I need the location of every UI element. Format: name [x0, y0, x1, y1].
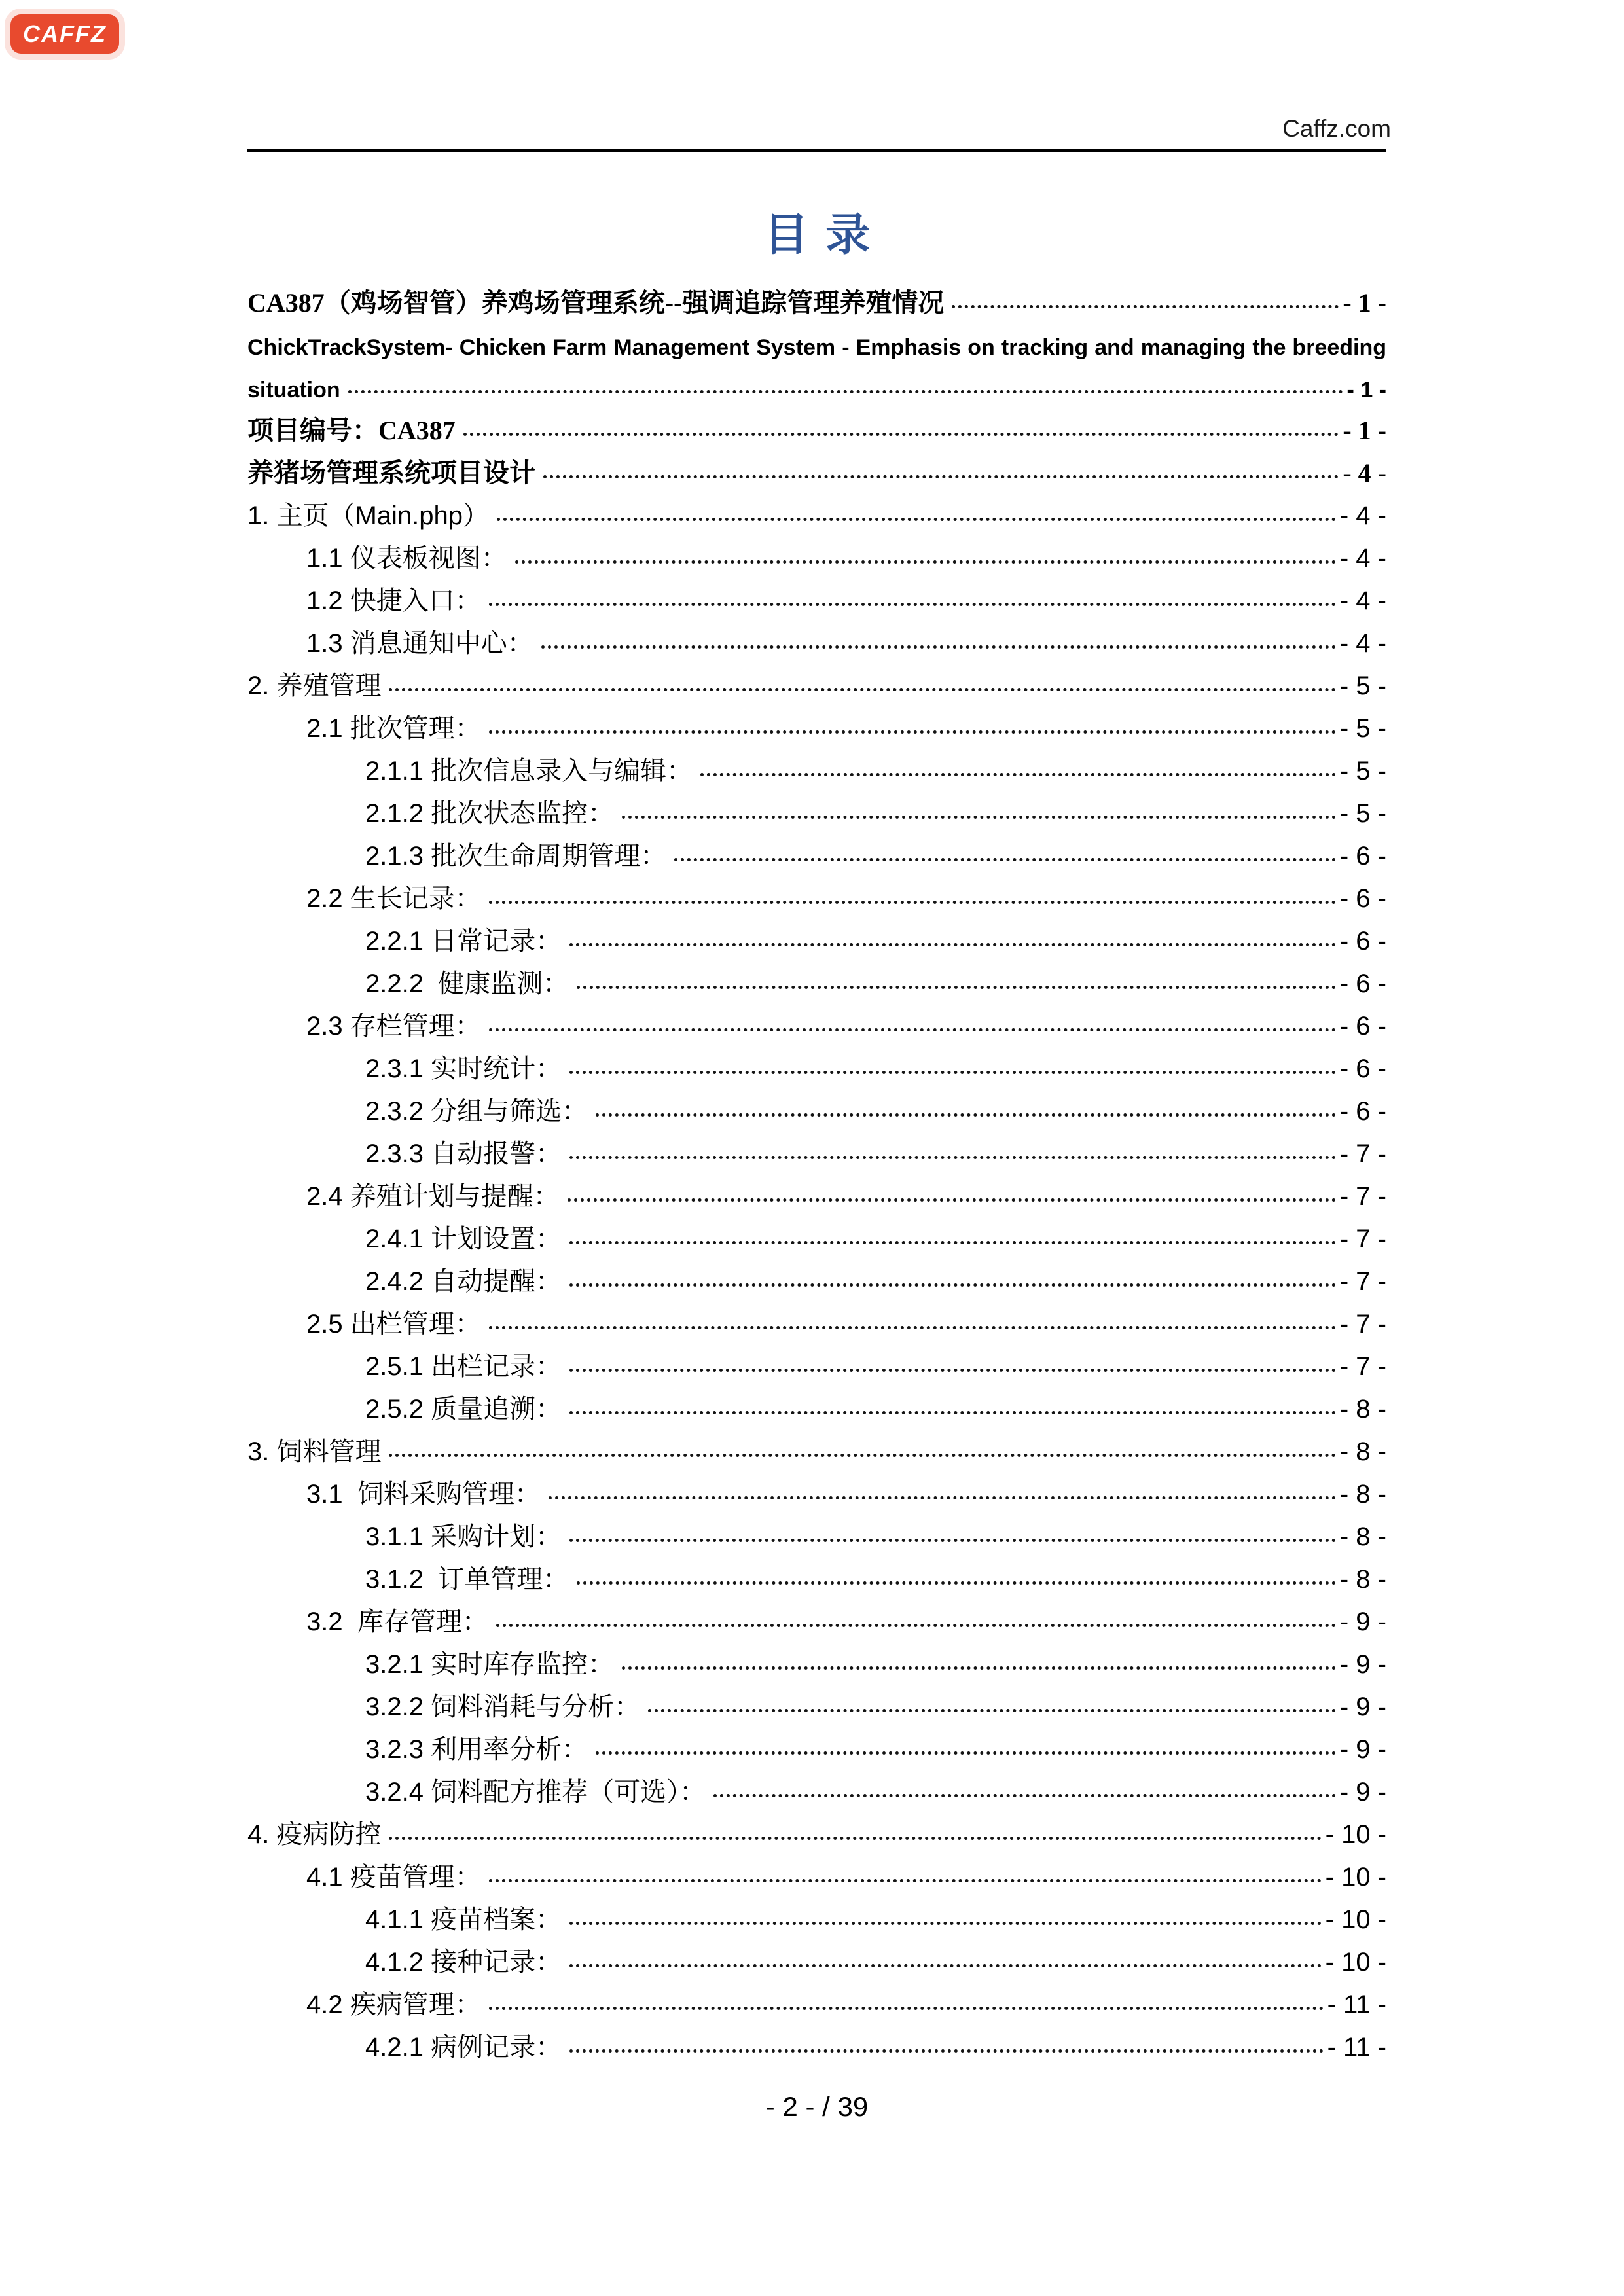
toc-page-number: - 10 - — [1325, 1863, 1386, 1892]
toc-entry-text: 2.4.1 计划设置： — [365, 1225, 562, 1253]
toc-entry-text: 1.1 仪表板视图： — [306, 544, 507, 573]
toc-page-number: - 7 - — [1339, 1139, 1386, 1168]
toc-page-number: - 9 - — [1339, 1693, 1386, 1721]
dot-leader — [348, 390, 1343, 393]
toc-entry-text: 项目编号：CA387 — [247, 416, 456, 445]
toc-entry-text: 2.1.1 批次信息录入与编辑： — [365, 757, 693, 785]
toc-entry — [247, 279, 1386, 321]
toc-entry — [247, 534, 1386, 577]
dot-leader — [569, 1411, 1336, 1414]
dot-leader — [543, 475, 1339, 478]
toc-entry-text: 2.3 存栏管理： — [306, 1012, 481, 1041]
toc-entry — [247, 1853, 1386, 1895]
toc-entry-text: 3.2.1 实时库存监控： — [365, 1650, 615, 1679]
toc-entry — [247, 1598, 1386, 1640]
toc-entry — [247, 789, 1386, 832]
dot-leader — [463, 433, 1339, 436]
toc-entry-text: 4.2 疾病管理： — [306, 1990, 481, 2019]
toc-page-number: - 9 - — [1339, 1650, 1386, 1679]
dot-leader — [496, 1624, 1336, 1627]
dot-leader — [489, 2007, 1324, 2010]
toc-entry-text: 3.1.2 订单管理： — [365, 1565, 569, 1594]
toc-entry — [247, 1257, 1386, 1300]
toc-page-number: - 11 - — [1327, 2033, 1386, 2062]
toc-entry-text: 4.1 疫苗管理： — [306, 1863, 481, 1892]
toc-page-number: - 9 - — [1339, 1607, 1386, 1636]
toc-entry — [247, 1640, 1386, 1683]
toc-entry-text: 3.1.1 采购计划： — [365, 1522, 562, 1551]
caffz-logo — [10, 14, 119, 54]
toc-entry-text: 3.1 饲料采购管理： — [306, 1480, 541, 1509]
toc-entry — [247, 1768, 1386, 1810]
toc-entry — [247, 747, 1386, 789]
toc-page-number: - 6 - — [1339, 969, 1386, 998]
toc-entry-text: 养猪场管理系统项目设计 — [247, 458, 535, 488]
toc-entry-text: 3.2.2 饲料消耗与分析： — [365, 1693, 641, 1721]
dot-leader — [569, 1922, 1322, 1925]
toc-page-number: - 6 - — [1339, 842, 1386, 870]
dot-leader — [596, 1113, 1336, 1117]
toc-page-number: - 5 - — [1339, 714, 1386, 743]
dot-leader — [674, 858, 1336, 861]
toc-entry-text: 2.3.3 自动报警： — [365, 1139, 562, 1168]
toc-page-number: - 1 - — [1343, 416, 1386, 445]
toc-entry — [247, 1002, 1386, 1045]
toc-entry — [247, 1342, 1386, 1385]
dot-leader — [489, 901, 1336, 904]
dot-leader — [389, 688, 1335, 691]
toc-entry — [247, 917, 1386, 960]
toc-entry-text: 2.5.2 质量追溯： — [365, 1395, 562, 1424]
toc-entry — [247, 492, 1386, 534]
dot-leader — [389, 1837, 1321, 1840]
toc-entry-text: 2.3.1 实时统计： — [365, 1054, 562, 1083]
toc-entry — [247, 406, 1386, 449]
toc-entry — [247, 1895, 1386, 1938]
toc-page-number: - 7 - — [1339, 1352, 1386, 1381]
page-title: 目录 — [763, 210, 887, 260]
toc-entry — [247, 704, 1386, 747]
toc-entry — [247, 1981, 1386, 2023]
toc-entry-text: 2.2 生长记录： — [306, 884, 481, 913]
toc-page-number: - 6 - — [1339, 927, 1386, 956]
toc-entry — [247, 960, 1386, 1002]
toc-page-number: - 5 - — [1339, 757, 1386, 785]
dot-leader — [952, 305, 1339, 308]
toc-entry-text: 2. 养殖管理 — [247, 672, 382, 700]
header-site-text: Caffz.com — [1282, 115, 1391, 142]
dot-leader — [568, 1198, 1336, 1202]
dot-leader — [541, 645, 1336, 649]
toc-page-number: - 8 - — [1339, 1522, 1386, 1551]
toc-entry-text: 1.2 快捷入口： — [306, 586, 481, 615]
toc-entry — [247, 2023, 1386, 2066]
dot-leader — [569, 1539, 1336, 1542]
toc-page-number: - 1 - — [1343, 288, 1386, 317]
toc-entry-text: 2.2.1 日常记录： — [365, 927, 562, 956]
dot-leader — [489, 730, 1336, 734]
toc-entry — [247, 1938, 1386, 1981]
toc-entry-text: 2.5 出栏管理： — [306, 1310, 481, 1338]
page-number: - 2 - / 39 — [765, 2091, 869, 2122]
toc-entry — [247, 1045, 1386, 1087]
toc-page-number: - 4 - — [1339, 629, 1386, 658]
toc-entry — [247, 449, 1386, 492]
dot-leader — [497, 518, 1336, 521]
toc-entry — [247, 1087, 1386, 1130]
toc-entry — [247, 1810, 1386, 1853]
dot-leader — [622, 1666, 1336, 1670]
toc-entry-text: 3.2.3 利用率分析： — [365, 1735, 588, 1764]
dot-leader — [389, 1454, 1335, 1457]
toc-entry — [247, 1555, 1386, 1598]
toc-entry-text: 2.1.3 批次生命周期管理： — [365, 842, 667, 870]
toc-entry — [247, 1300, 1386, 1342]
toc-page-number: - 8 - — [1339, 1565, 1386, 1594]
dot-leader — [569, 2049, 1324, 2053]
toc-entry-text: 2.1 批次管理： — [306, 714, 481, 743]
toc-entry-text: 4.1.1 疫苗档案： — [365, 1905, 562, 1934]
toc-entry-text: 4.2.1 病例记录： — [365, 2033, 562, 2062]
toc-entry — [247, 364, 1386, 406]
toc-page-number: - 4 - — [1343, 458, 1386, 488]
toc-entry-text: 3.2 库存管理： — [306, 1607, 488, 1636]
dot-leader — [489, 1326, 1336, 1329]
toc-page-number: - 5 - — [1339, 672, 1386, 700]
toc-entry-text: 3.2.4 饲料配方推荐（可选）： — [365, 1778, 706, 1806]
toc-entry — [247, 1172, 1386, 1215]
toc-page-number: - 4 - — [1339, 544, 1386, 573]
header-rule — [247, 149, 1386, 152]
toc-entry — [247, 1215, 1386, 1257]
dot-leader — [648, 1709, 1336, 1712]
toc-entry — [247, 321, 1386, 364]
toc-entry-text: situation — [247, 378, 340, 403]
toc-page-number: - 9 - — [1339, 1735, 1386, 1764]
toc-entry-text: 3. 饲料管理 — [247, 1437, 382, 1466]
toc-entry-text: 2.3.2 分组与筛选： — [365, 1097, 588, 1126]
dot-leader — [569, 943, 1336, 946]
toc-entry-text: 2.1.2 批次状态监控： — [365, 799, 615, 828]
dot-leader — [713, 1794, 1336, 1797]
toc-entry — [247, 577, 1386, 619]
dot-leader — [489, 1028, 1336, 1031]
toc-entry-text: 1.3 消息通知中心： — [306, 629, 533, 658]
toc-entry-text: 2.4.2 自动提醒： — [365, 1267, 562, 1296]
toc-entry — [247, 1513, 1386, 1555]
dot-leader — [549, 1496, 1336, 1499]
caffz-logo-text: CAFFZ — [23, 20, 107, 47]
page-footer — [247, 2093, 1386, 2121]
toc-entry — [247, 1470, 1386, 1513]
toc-entry-text: 4.1.2 接种记录： — [365, 1948, 562, 1977]
dot-leader — [700, 773, 1336, 776]
toc-page-number: - 1 - — [1346, 378, 1386, 403]
toc-entry — [247, 832, 1386, 874]
dot-leader — [577, 986, 1336, 989]
toc-page-number: - 8 - — [1339, 1395, 1386, 1424]
dot-leader — [489, 1879, 1322, 1882]
toc-page-number: - 7 - — [1339, 1310, 1386, 1338]
toc-page-number: - 7 - — [1339, 1267, 1386, 1296]
dot-leader — [596, 1751, 1336, 1755]
toc-entry — [247, 1385, 1386, 1427]
dot-leader — [569, 1283, 1336, 1287]
toc-entry-text: 4. 疫病防控 — [247, 1820, 382, 1849]
toc-page-number: - 6 - — [1339, 1012, 1386, 1041]
toc-page-number: - 10 - — [1325, 1820, 1386, 1849]
dot-leader — [569, 1241, 1336, 1244]
toc-page-number: - 4 - — [1339, 586, 1386, 615]
toc-page-number: - 6 - — [1339, 884, 1386, 913]
dot-leader — [489, 603, 1336, 606]
toc-page-number: - 10 - — [1325, 1905, 1386, 1934]
table-of-contents — [247, 279, 1386, 2066]
dot-leader — [569, 1071, 1336, 1074]
toc-entry — [247, 1683, 1386, 1725]
toc-page-number: - 9 - — [1339, 1778, 1386, 1806]
toc-entry — [247, 662, 1386, 704]
toc-page-number: - 7 - — [1339, 1182, 1386, 1211]
dot-leader — [569, 1964, 1322, 1967]
dot-leader — [622, 816, 1336, 819]
toc-entry-text: CA387（鸡场智管）养鸡场管理系统--强调追踪管理养殖情况 — [247, 288, 945, 317]
dot-leader — [569, 1369, 1336, 1372]
toc-entry-text: 2.2.2 健康监测： — [365, 969, 569, 998]
toc-page-number: - 5 - — [1339, 799, 1386, 828]
toc-page-number: - 6 - — [1339, 1054, 1386, 1083]
toc-page-number: - 11 - — [1327, 1990, 1386, 2019]
toc-entry-text: ChickTrackSystem- Chicken Farm Management System - Emphasis on tracking and managing the breeding — [247, 335, 1386, 360]
dot-leader — [577, 1581, 1336, 1585]
toc-page-number: - 7 - — [1339, 1225, 1386, 1253]
toc-entry — [247, 619, 1386, 662]
toc-page-number: - 4 - — [1339, 501, 1386, 530]
toc-entry-text: 2.5.1 出栏记录： — [365, 1352, 562, 1381]
dot-leader — [569, 1156, 1336, 1159]
dot-leader — [515, 560, 1336, 564]
toc-entry — [247, 1130, 1386, 1172]
toc-entry-text: 2.4 养殖计划与提醒： — [306, 1182, 560, 1211]
toc-page-number: - 8 - — [1339, 1480, 1386, 1509]
toc-entry — [247, 1725, 1386, 1768]
toc-page-number: - 8 - — [1339, 1437, 1386, 1466]
toc-page-number: - 6 - — [1339, 1097, 1386, 1126]
toc-entry-text: 1. 主页（Main.php） — [247, 501, 490, 530]
toc-entry — [247, 874, 1386, 917]
toc-page-number: - 10 - — [1325, 1948, 1386, 1977]
toc-entry — [247, 1427, 1386, 1470]
